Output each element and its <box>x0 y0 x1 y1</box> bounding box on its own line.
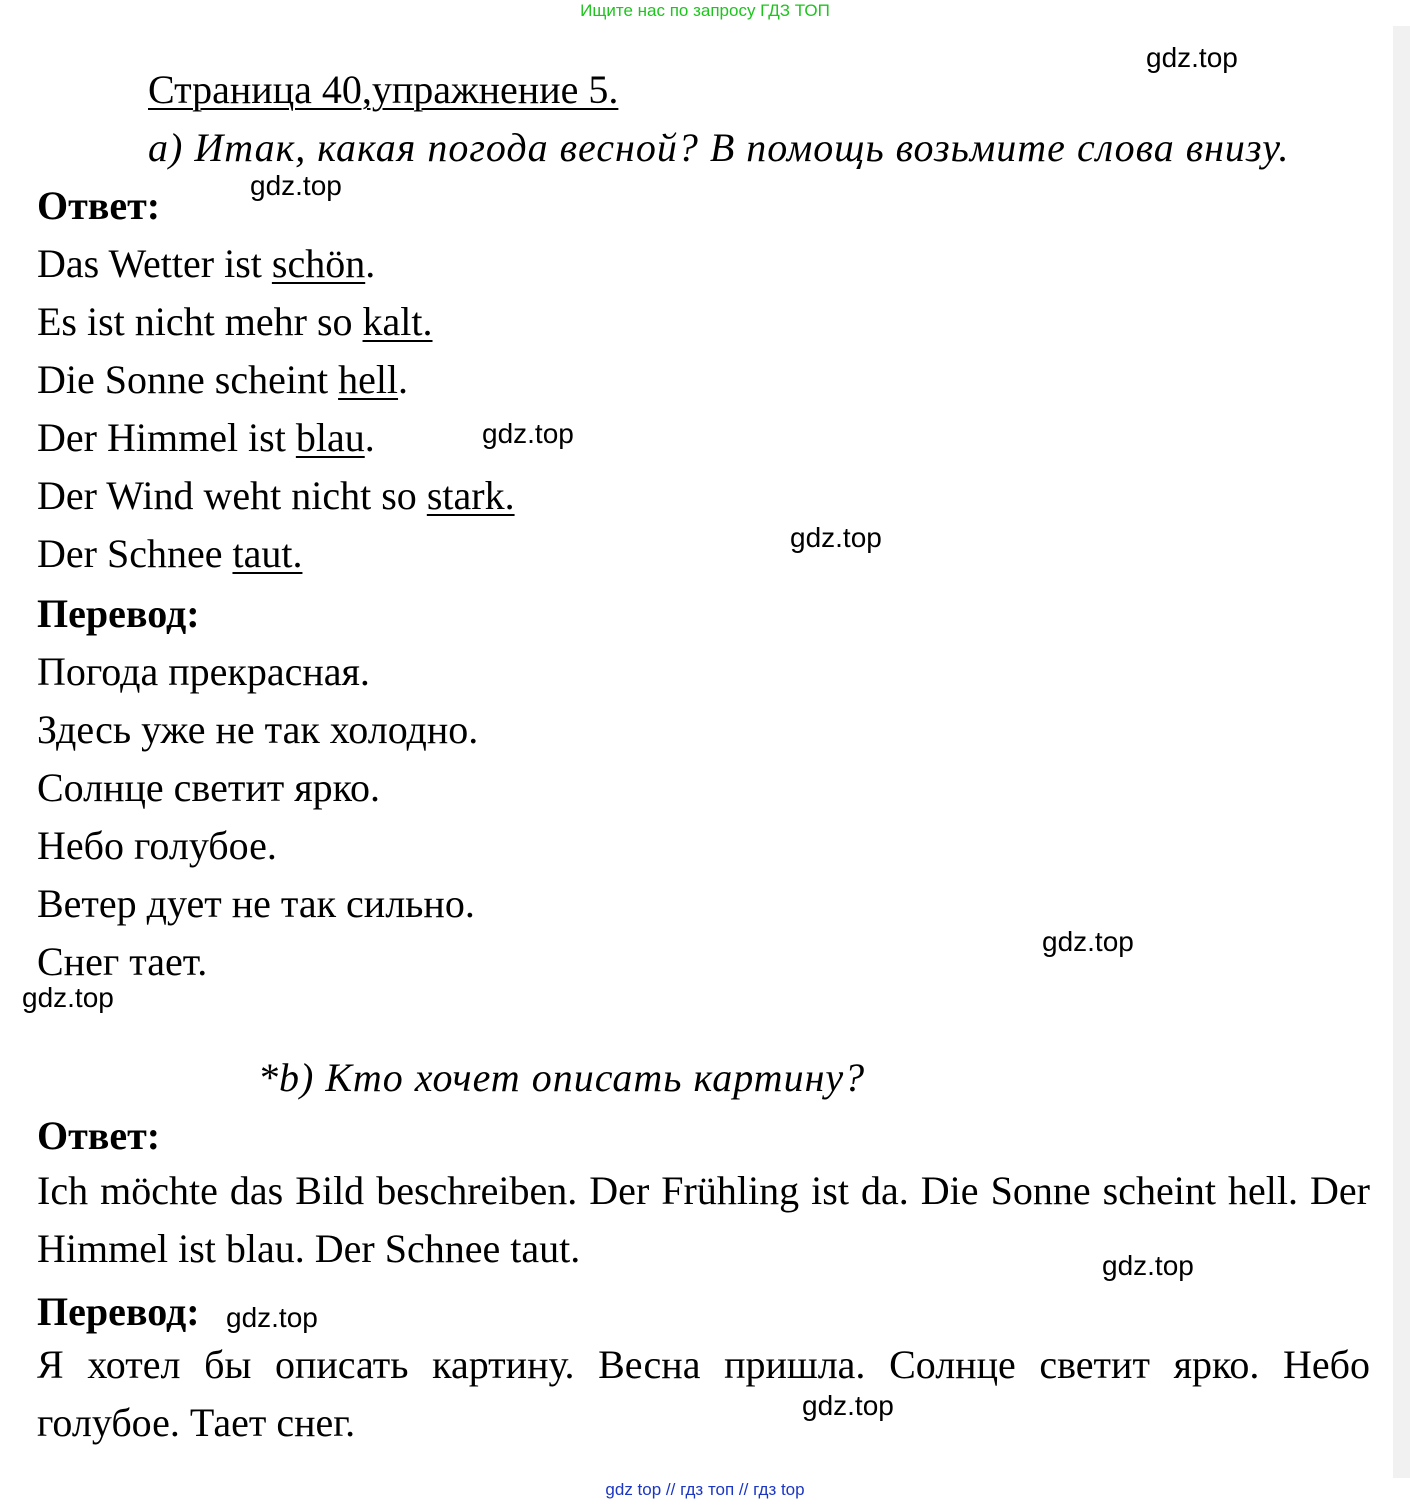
watermark: gdz.top <box>22 982 114 1013</box>
translation-paragraph-b: Я хотел бы описать картину. Весна пришла. Солнце светит ярко. Небо голубое. Тает снег. <box>37 1342 1370 1445</box>
watermark: gdz.top <box>790 522 882 553</box>
translation-line: Ветер дует не так сильно. <box>37 881 475 926</box>
translation-line: Погода прекрасная. <box>37 649 370 694</box>
answer-heading-a: Ответ: <box>37 183 161 228</box>
answer-heading-b: Ответ: <box>37 1113 161 1158</box>
answer-paragraph-b: Ich möchte das Bild beschreiben. Der Frühling ist da. Die Sonne scheint hell. Der Himmel ist blau. Der Schnee taut. <box>37 1168 1370 1271</box>
page-title: Страница 40,упражнение 5. <box>148 67 619 112</box>
translation-line: Небо голубое. <box>37 823 277 868</box>
watermark: gdz.top <box>1102 1250 1194 1281</box>
answer-line: Der Wind weht nicht so stark. <box>37 473 515 518</box>
footer-links[interactable]: gdz top // гдз топ // гдз top <box>605 1480 805 1499</box>
watermark: gdz.top <box>1146 42 1238 73</box>
translation-heading-b: Перевод: <box>37 1289 200 1334</box>
watermark: gdz.top <box>250 170 342 201</box>
task-b: *b) Кто хочет описать картину? <box>258 1055 866 1100</box>
watermark: gdz.top <box>482 418 574 449</box>
answer-line: Es ist nicht mehr so kalt. <box>37 299 433 344</box>
watermark: gdz.top <box>1042 926 1134 957</box>
translation-line: Солнце светит ярко. <box>37 765 381 810</box>
answer-line: Die Sonne scheint hell. <box>37 357 409 402</box>
answer-line: Der Schnee taut. <box>37 531 303 576</box>
translation-line: Здесь уже не так холодно. <box>37 707 479 752</box>
task-a: а) Итак, какая погода весной? В помощь возьмите слова внизу. <box>148 125 1290 170</box>
search-banner[interactable]: Ищите нас по запросу ГДЗ ТОП <box>580 1 830 20</box>
watermark: gdz.top <box>802 1390 894 1421</box>
answer-line: Das Wetter ist schön. <box>37 241 376 286</box>
answer-line: Der Himmel ist blau. <box>37 415 375 460</box>
translation-heading-a: Перевод: <box>37 591 200 636</box>
translation-line: Снег тает. <box>37 939 208 984</box>
watermark: gdz.top <box>226 1302 318 1333</box>
scrollbar[interactable] <box>1393 26 1410 1478</box>
